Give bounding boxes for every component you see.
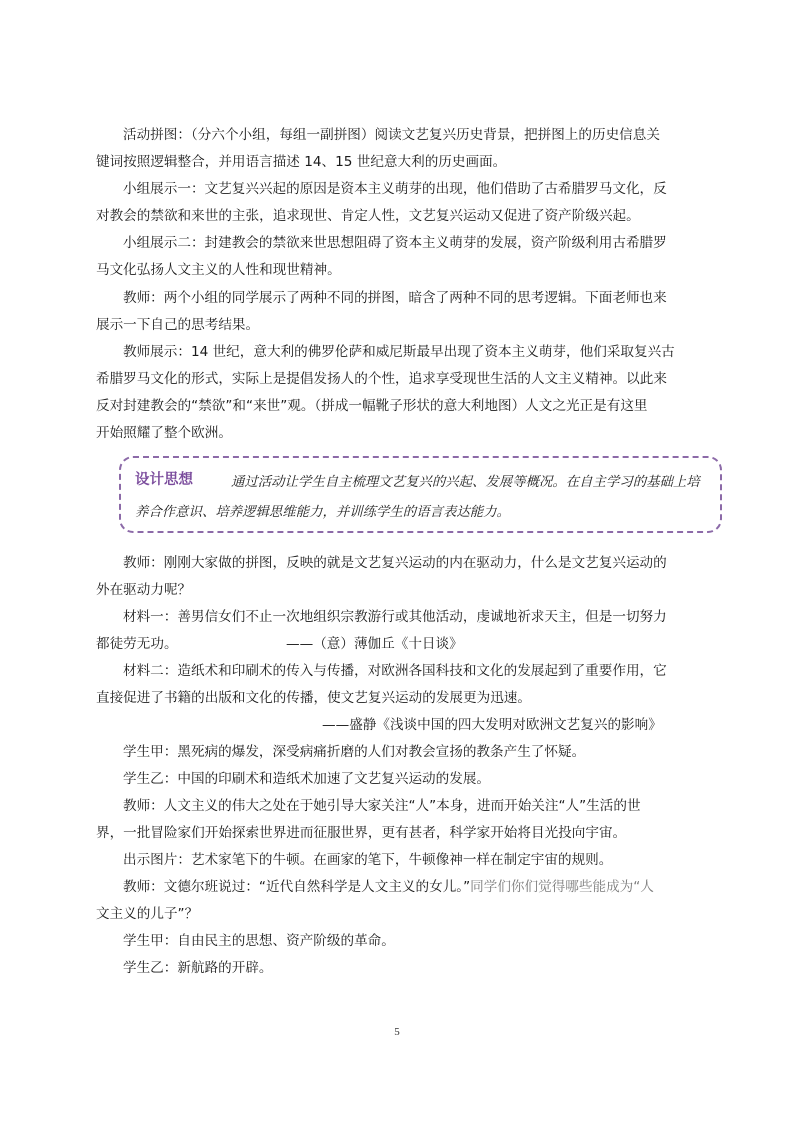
text-line: 教师：两个小组的同学展示了两种不同的拼图，暗含了两种不同的思考逻辑。下面老师也来 xyxy=(123,290,667,306)
text-line: 活动拼图：（分六个小组，每组一副拼图）阅读文艺复兴历史背景，把拼图上的历史信息关 xyxy=(123,127,660,143)
text-line: 学生乙：新航路的开辟。 xyxy=(123,960,273,976)
text-line: 教师：人文主义的伟大之处在于她引导大家关注“人”本身，进而开始关注“人”生活的世 xyxy=(123,798,641,814)
paragraph-teacher-quote xyxy=(96,874,694,928)
paragraph-group-one xyxy=(96,176,694,230)
text-line: 对教会的禁欲和来世的主张，追求现世、肯定人性，文艺复兴运动又促进了资产阶级兴起。 xyxy=(96,208,640,224)
design-thought-box xyxy=(119,456,722,533)
paragraph-material-two xyxy=(96,658,694,712)
text-line: 外在驱动力呢？ xyxy=(96,582,192,598)
paragraph-teacher-1 xyxy=(96,285,694,339)
text-line: 直接促进了书籍的出版和文化的传播，使文艺复兴运动的发展更为迅速。 xyxy=(96,690,531,706)
text-line: 文主义的儿子”？ xyxy=(96,906,199,922)
design-thought-title: 设计思想 xyxy=(135,472,193,488)
text-line: 学生甲：黑死病的爆发，深受病痛折磨的人们对教会宣扬的教条产生了怀疑。 xyxy=(123,744,586,760)
paragraph-teacher-3 xyxy=(96,793,694,847)
text-line: 键词按照逻辑整合，并用语言描述 14、15 世纪意大利的历史画面。 xyxy=(96,154,507,170)
text-line: 反对封建教会的“禁欲”和“来世”观。（拼成一幅靴子形状的意大利地图）人文之光正是有这里 xyxy=(96,398,648,414)
source-citation-one: ——（意）薄伽丘《十日谈》 xyxy=(286,636,463,652)
paragraph-show-picture xyxy=(96,847,694,874)
text-line: 开始照耀了整个欧洲。 xyxy=(96,425,232,441)
text-line: 学生甲：自由民主的思想、资产阶级的革命。 xyxy=(123,933,395,949)
text-line: 出示图片：艺术家笔下的牛顿。在画家的笔下，牛顿像神一样在制定宇宙的规则。 xyxy=(123,852,613,868)
text-line: 教师展示：14 世纪，意大利的佛罗伦萨和威尼斯最早出现了资本主义萌芽，他们采取复兴古 xyxy=(123,344,675,360)
paragraph-activity xyxy=(96,122,694,176)
quote-text: 教师：文德尔班说过：“近代自然科学是人文主义的女儿。” xyxy=(123,879,471,895)
text-line: 希腊罗马文化的形式，实际上是提倡发扬人的个性，追求享受现世生活的人文主义精神。以此来 xyxy=(96,371,667,387)
paragraph-teacher-display xyxy=(96,339,694,447)
text-line: 马文化弘扬人文主义的人性和现世精神。 xyxy=(96,262,341,278)
text-line: 界，一批冒险家们开始探索世界进而征服世界，更有甚者，科学家开始将目光投向宇宙。 xyxy=(96,825,627,841)
text-line: 材料二：造纸术和印刷术的传入与传播，对欧洲各国科技和文化的发展起到了重要作用，它 xyxy=(123,663,667,679)
source-citation-two: ——盛静《浅谈中国的四大发明对欧洲文艺复兴的影响》 xyxy=(322,717,662,733)
text-line xyxy=(96,874,694,901)
paragraph-group-two xyxy=(96,230,694,284)
page-number: 5 xyxy=(394,1026,400,1038)
text-line: 展示一下自己的思考结果。 xyxy=(96,317,260,333)
text-line: 小组展示二：封建教会的禁欲来世思想阻碍了资本主义萌芽的发展，资产阶级利用古希腊罗 xyxy=(123,235,667,251)
gray-question-text: 同学们你们觉得哪些能成为“人 xyxy=(470,879,654,895)
paragraph-student-b-2 xyxy=(96,955,694,982)
text-line: 小组展示一：文艺复兴兴起的原因是资本主义萌芽的出现，他们借助了古希腊罗马文化，反 xyxy=(123,181,667,197)
paragraph-student-b xyxy=(96,766,694,793)
design-thought-text: 通过活动让学生自主梳理文艺复兴的兴起、发展等概况。在自主学习的基础上培养合作意识、培养逻辑思维能力，并训练学生的语言表达能力。 xyxy=(135,475,700,520)
text-line: 学生乙：中国的印刷术和造纸术加速了文艺复兴运动的发展。 xyxy=(123,771,491,787)
text-line: 材料一：善男信女们不止一次地组织宗教游行或其他活动，虔诚地祈求天主，但是一切努力 xyxy=(123,609,667,625)
text-line: 教师：刚刚大家做的拼图，反映的就是文艺复兴运动的内在驱动力，什么是文艺复兴运动的 xyxy=(123,555,667,571)
text-line: 都徒劳无功。 xyxy=(96,636,178,652)
paragraph-teacher-2 xyxy=(96,550,694,604)
paragraph-student-a-2 xyxy=(96,928,694,955)
paragraph-student-a xyxy=(96,739,694,766)
